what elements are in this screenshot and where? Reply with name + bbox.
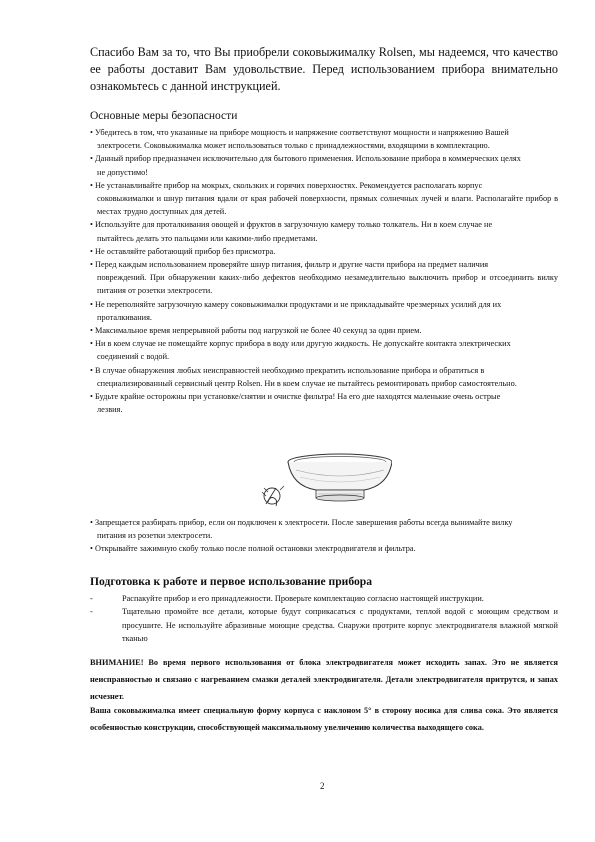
list-item bbox=[90, 390, 558, 416]
safety-list-2 bbox=[90, 516, 558, 556]
bullet-marker: • bbox=[90, 246, 93, 256]
item-text: Не оставляйте работающий прибор без присмотра. bbox=[94, 246, 276, 256]
item-text-continued: повреждений. При обнаружении каких-либо дефектов необходимо незамедлительно выключить прибор и отсоединить вилку питания от розетки электросети. bbox=[97, 273, 558, 296]
list-item bbox=[90, 364, 558, 390]
hand-warning-icon bbox=[262, 486, 284, 506]
safety-heading: Основные меры безопасности bbox=[90, 110, 238, 122]
item-text: Данный прибор предназначен исключительно для бытового применения. Использование прибора в коммерческих целях bbox=[94, 154, 521, 164]
item-text: В случае обнаружения любых неисправностей необходимо прекратить использование прибора и обратиться в bbox=[94, 365, 485, 375]
item-text: Используйте для проталкивания овощей и фруктов в загрузочную камеру только толкатель. Ни в коем случае не bbox=[94, 220, 493, 230]
page-number: 2 bbox=[320, 781, 325, 791]
item-text-continued: пытайтесь делать это пальцами или какими-либо предметами. bbox=[97, 233, 318, 243]
item-text: Убедитесь в том, что указанные на приборе мощность и напряжение соответствуют мощности и напряжению Вашей bbox=[94, 128, 509, 137]
list-item bbox=[90, 258, 558, 298]
note-paragraph: Ваша соковыжималка имеет специальную форму корпуса с наклоном 5° в сторону носика для слива сока. Это является особенностью конструкции, способствующей максимальному увеличению количества выходящего сока. bbox=[90, 706, 558, 732]
list-item bbox=[90, 516, 558, 542]
preparation-heading: Подготовка к работе и первое использование прибора bbox=[90, 575, 373, 588]
list-item bbox=[90, 592, 558, 605]
item-text-continued: питания из розетки электросети. bbox=[97, 531, 213, 541]
list-item bbox=[90, 298, 558, 324]
item-text: Перед каждым использованием проверяйте шнур питания, фильтр и другие части прибора на предмет наличия bbox=[94, 260, 489, 270]
list-item bbox=[90, 245, 558, 258]
item-text: Не устанавливайте прибор на мокрых, скользких и горячих поверхностях. Рекомендуется располагать корпус bbox=[94, 180, 483, 190]
bullet-marker: • bbox=[90, 128, 93, 137]
item-text: Запрещается разбирать прибор, если он подключен к электросети. После завершения работы всегда вынимайте вилку bbox=[94, 518, 513, 527]
list-item bbox=[90, 152, 558, 178]
prep-item-text: Распакуйте прибор и его принадлежности. Проверьте комплектацию согласно настоящей инструкции. bbox=[122, 594, 484, 603]
item-text: Ни в коем случае не помещайте корпус прибора в воду или другую жидкость. Не допускайте контакта электрических bbox=[94, 339, 511, 349]
list-item bbox=[90, 218, 558, 244]
prep-item-text: Тщательно промойте все детали, которые будут соприкасаться с продуктами, теплой водой с моющим средством и просушите. Не используйте абразивные моющие средства. Снаружи протрите корпус электродвигателя влажной мягкой тканью bbox=[122, 607, 558, 644]
intro-paragraph: Спасибо Вам за то, что Вы приобрели соковыжималку Rolsen, мы надеемся, что качество ее работы доставит Вам удовольствие. Перед использованием прибора внимательно ознакомьтесь с данной инструкцией. bbox=[90, 45, 558, 93]
safety-list bbox=[90, 126, 558, 416]
bullet-marker: • bbox=[90, 326, 93, 336]
item-text: Не переполняйте загрузочную камеру соковыжималки продуктами и не прикладывайте чрезмерных усилий для их bbox=[94, 299, 502, 309]
item-text-continued: электросети. Соковыжималка может использоваться только с принадлежностями, входящими в комплектацию. bbox=[97, 141, 490, 151]
bullet-marker: • bbox=[90, 154, 93, 164]
bullet-marker: • bbox=[90, 365, 93, 375]
item-text-continued: соковыжималки и шнур питания вдали от края рабочей поверхности, прямых солнечных лучей и влаги. Располагайте прибор в местах трудно доступных для детей. bbox=[97, 194, 558, 217]
item-text-continued: специализированный сервисный центр Rolsen. Ни в коем случае не пытайтесь ремонтировать прибор самостоятельно. bbox=[97, 378, 517, 388]
preparation-list bbox=[90, 592, 558, 646]
filter-bowl-icon bbox=[256, 452, 392, 514]
item-text: Максимальное время непрерывной работы под нагрузкой не более 40 секунд за один прием. bbox=[94, 326, 422, 336]
bullet-marker: • bbox=[90, 544, 93, 554]
bullet-marker: • bbox=[90, 392, 93, 402]
warning-paragraph: ВНИМАНИЕ! Во время первого использования от блока электродвигателя может исходить запах. Это не является неисправностью и связано с нагреванием смазки деталей электродвигателя. Детали электродвигателя притрутся, и запах исчезнет. bbox=[90, 658, 558, 701]
list-item bbox=[90, 337, 558, 363]
bullet-marker: • bbox=[90, 518, 93, 527]
item-text: Открывайте зажимную скобу только после полной остановки электродвигателя и фильтра. bbox=[94, 544, 416, 554]
dash-marker: - bbox=[90, 594, 93, 603]
list-item bbox=[90, 605, 558, 645]
bullet-marker: • bbox=[90, 220, 93, 230]
list-item bbox=[90, 179, 558, 219]
bullet-marker: • bbox=[90, 260, 93, 270]
list-item bbox=[90, 126, 558, 152]
item-text-continued: проталкивания. bbox=[97, 312, 152, 322]
dash-marker: - bbox=[90, 607, 93, 617]
item-text-continued: соединений с водой. bbox=[97, 352, 170, 362]
list-item bbox=[90, 542, 558, 555]
item-text-continued: лезвия. bbox=[97, 405, 123, 415]
item-text-continued: не допустимо! bbox=[97, 167, 149, 177]
bullet-marker: • bbox=[90, 299, 93, 309]
item-text: Будьте крайне осторожны при установке/снятии и очистке фильтра! На его дне находятся маленькие очень острые bbox=[94, 392, 501, 402]
bullet-marker: • bbox=[90, 339, 93, 349]
bullet-marker: • bbox=[90, 180, 93, 190]
list-item bbox=[90, 324, 558, 337]
